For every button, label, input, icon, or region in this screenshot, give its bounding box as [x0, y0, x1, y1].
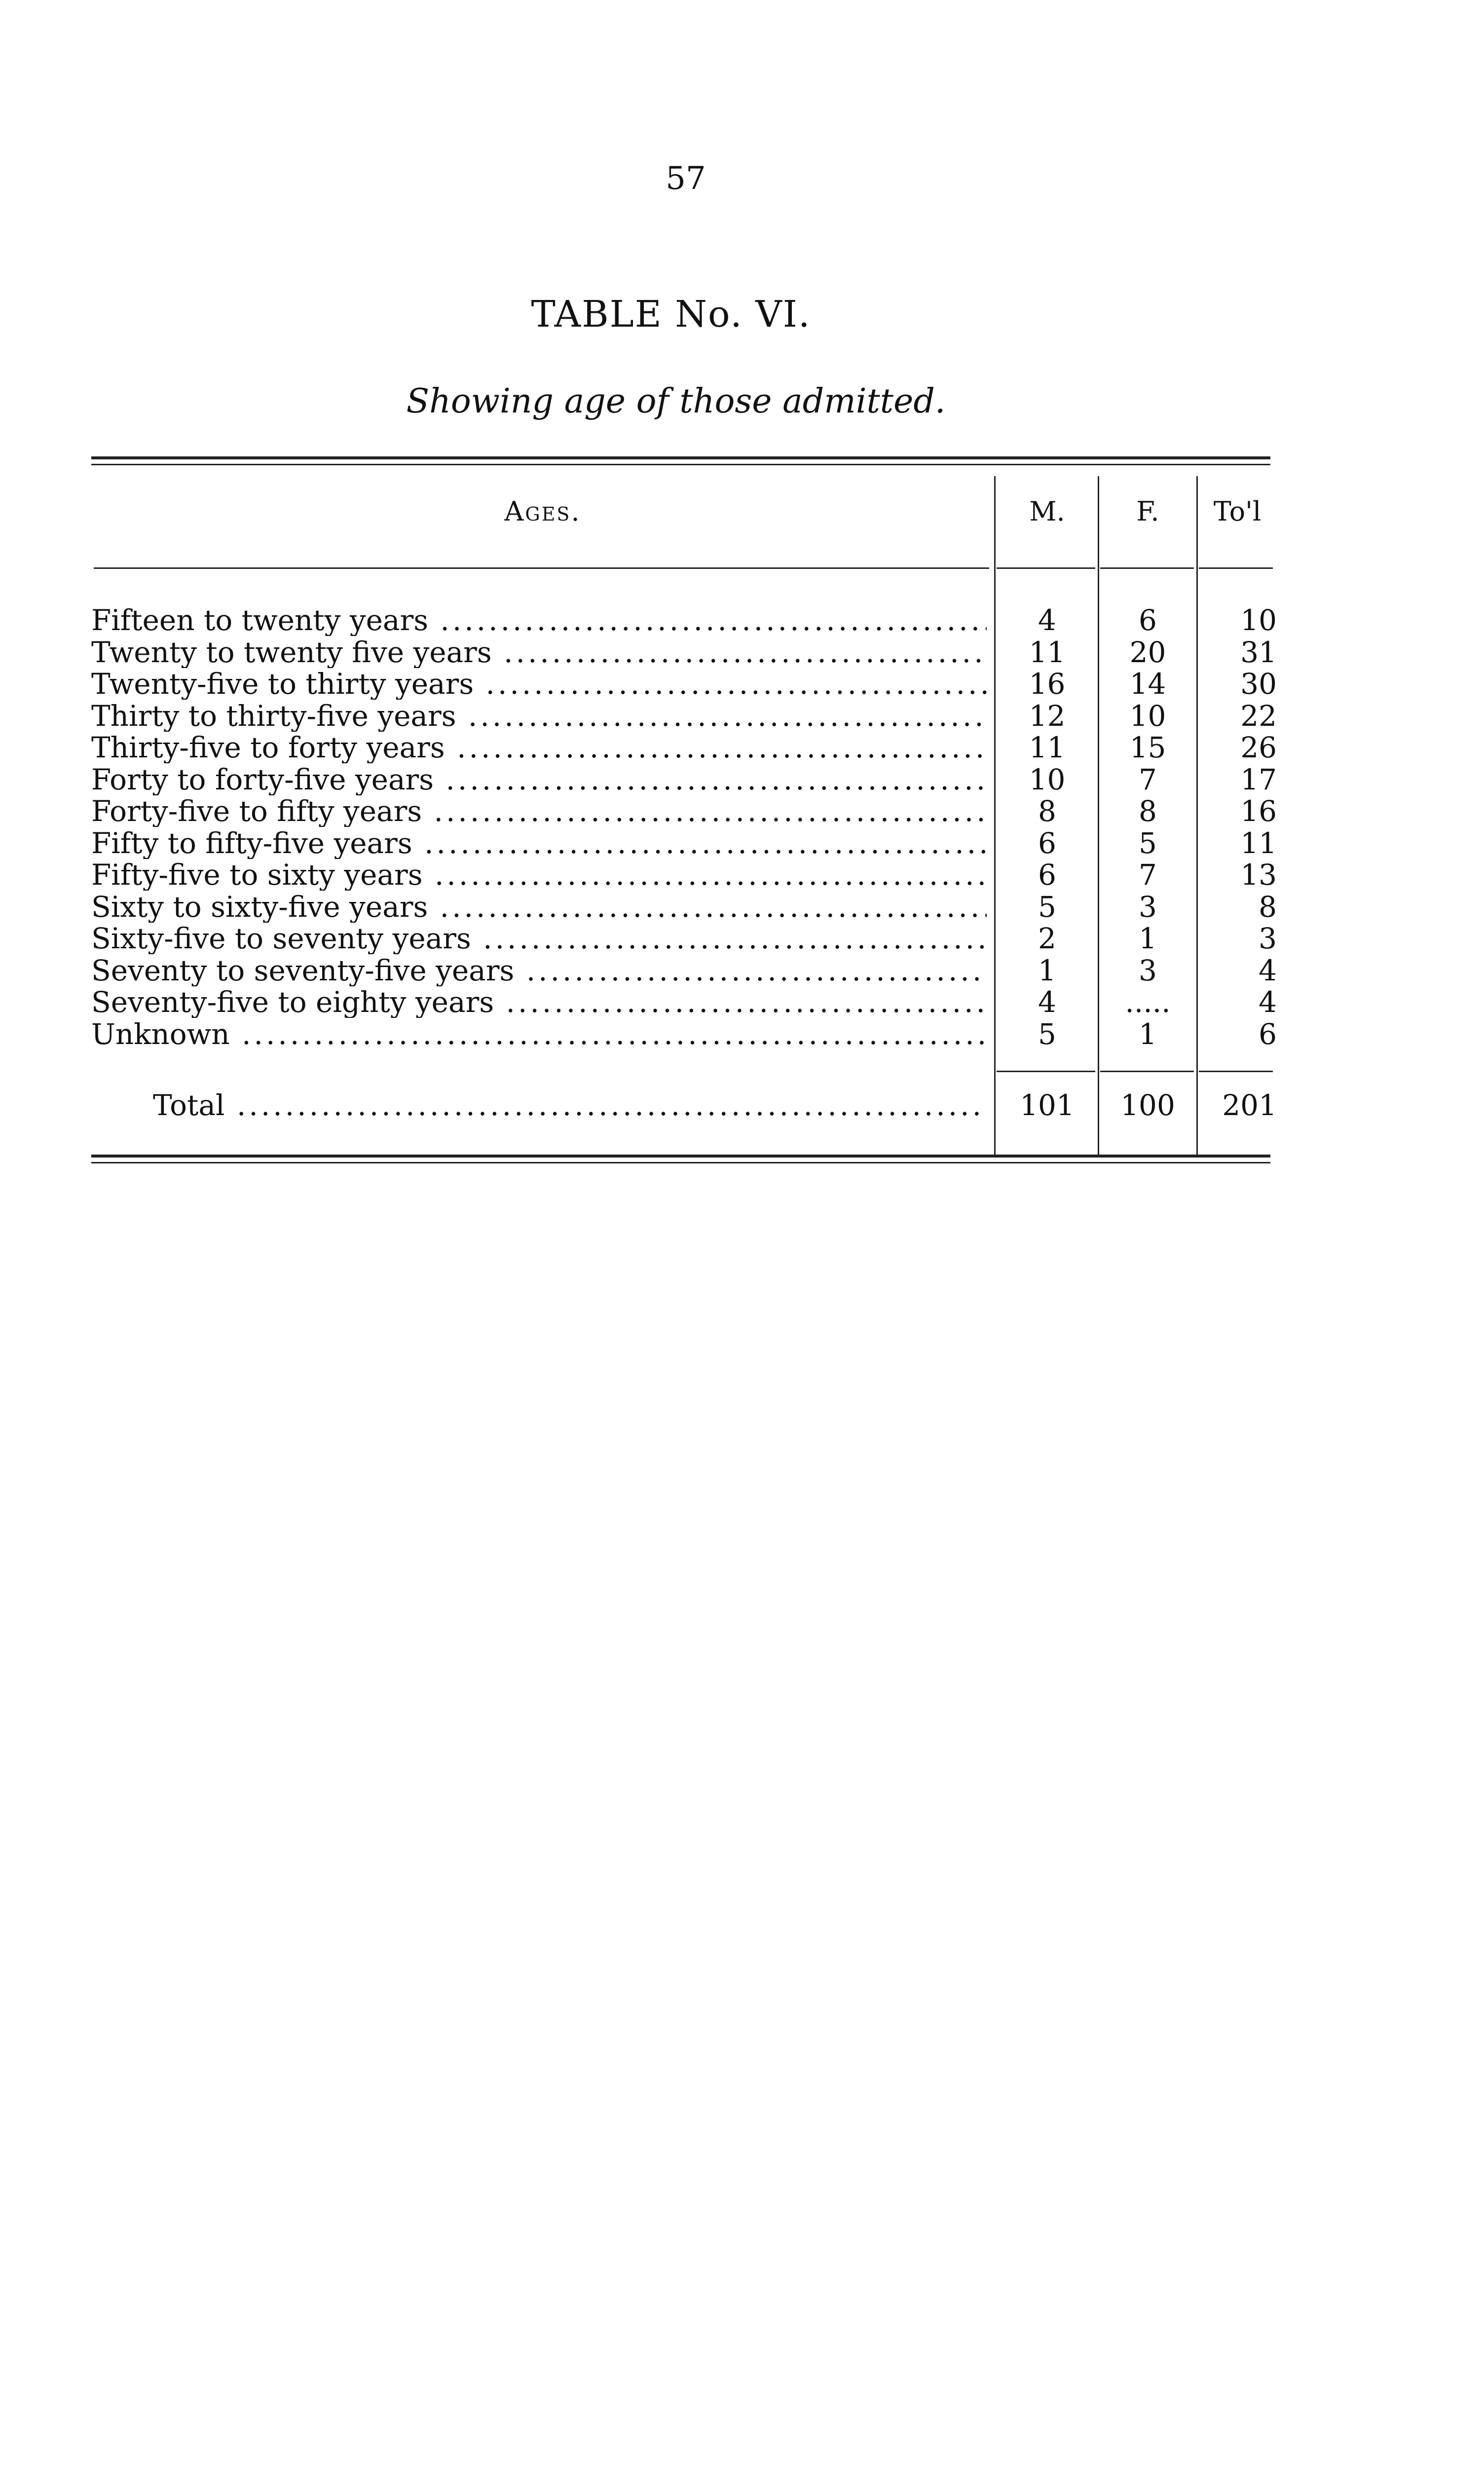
male-count: 4 [1038, 985, 1056, 1019]
age-group-label: Twenty to twenty five years ..... [91, 636, 987, 668]
male-count: 2 [1038, 922, 1056, 955]
female-count: ..... [1125, 985, 1171, 1019]
total-count: 6 [1259, 1017, 1277, 1051]
total-count: 4 [1259, 953, 1277, 987]
total-count: 3 [1259, 922, 1277, 955]
female-count: 8 [1139, 794, 1157, 828]
total-count: 22 [1240, 699, 1277, 733]
female-count: 20 [1129, 635, 1166, 669]
table-body [0, 604, 1484, 1050]
table-row [0, 795, 1484, 827]
age-group-label: Thirty to thirty-five years ..... [91, 700, 987, 732]
male-count: 6 [1038, 858, 1056, 892]
total-count: 31 [1240, 635, 1277, 669]
female-count: 14 [1129, 667, 1166, 701]
female-count: 15 [1129, 731, 1166, 764]
total-row [0, 1085, 1484, 1125]
age-group-label: Fifteen to twenty years ..... [91, 604, 987, 636]
male-count: 11 [1029, 731, 1066, 764]
top-double-rule-thick [91, 456, 1270, 459]
female-count: 5 [1139, 826, 1157, 860]
page-number: 57 [666, 160, 706, 197]
age-group-label: Twenty-five to thirty years ..... [91, 668, 987, 700]
table-title: TABLE No. VI. [531, 293, 811, 336]
age-group-label: Fifty-five to sixty years ..... [91, 859, 987, 891]
header-total: To'l [1213, 496, 1261, 527]
male-count: 5 [1038, 890, 1056, 924]
total-male: 101 [1020, 1088, 1075, 1122]
total-rule-f [1100, 1071, 1194, 1072]
age-group-label: Unknown ..... [91, 1018, 987, 1050]
header-ages: Ages. [504, 496, 581, 527]
total-count: 13 [1240, 858, 1277, 892]
female-count: 10 [1129, 699, 1166, 733]
table-row [0, 986, 1484, 1018]
total-count: 30 [1240, 667, 1277, 701]
total-female: 100 [1120, 1088, 1175, 1122]
table-row [0, 891, 1484, 923]
female-count: 7 [1139, 858, 1157, 892]
header-rule-ages [94, 567, 989, 569]
table-row [0, 636, 1484, 669]
table-row [0, 732, 1484, 764]
male-count: 5 [1038, 1017, 1056, 1051]
total-count: 11 [1240, 826, 1277, 860]
total-count: 8 [1259, 890, 1277, 924]
age-group-label: Forty-five to fifty years ..... [91, 795, 987, 827]
grand-total: 201 [1222, 1088, 1277, 1122]
male-count: 8 [1038, 794, 1056, 828]
table-row [0, 955, 1484, 987]
age-group-label: Seventy-five to eighty years ..... [91, 986, 987, 1018]
total-count: 10 [1240, 603, 1277, 637]
female-count: 3 [1139, 890, 1157, 924]
total-count: 17 [1240, 762, 1277, 796]
header-female: F. [1136, 496, 1159, 527]
male-count: 16 [1029, 667, 1066, 701]
header-rule-total [1199, 567, 1273, 569]
age-group-label: Sixty to sixty-five years ..... [91, 891, 987, 923]
total-count: 16 [1240, 794, 1277, 828]
table-row [0, 700, 1484, 732]
table-row [0, 859, 1484, 891]
male-count: 4 [1038, 603, 1056, 637]
header-rule-f [1100, 567, 1194, 569]
female-count: 7 [1139, 762, 1157, 796]
female-count: 1 [1139, 1017, 1157, 1051]
table-row [0, 668, 1484, 700]
female-count: 3 [1139, 953, 1157, 987]
total-count: 4 [1259, 985, 1277, 1019]
table-row [0, 604, 1484, 636]
bottom-double-rule-thin [91, 1162, 1270, 1163]
age-group-label: Sixty-five to seventy years ..... [91, 923, 987, 954]
table-row [0, 1018, 1484, 1050]
male-count: 12 [1029, 699, 1066, 733]
male-count: 11 [1029, 635, 1066, 669]
male-count: 1 [1038, 953, 1056, 987]
male-count: 10 [1029, 762, 1066, 796]
total-count: 26 [1240, 731, 1277, 764]
total-rule-m [997, 1071, 1095, 1072]
age-group-label: Fifty to fifty-five years ..... [91, 827, 987, 859]
header-male: M. [1029, 496, 1065, 527]
total-label: Total ..... [153, 1085, 987, 1125]
bottom-double-rule-thick [91, 1155, 1270, 1158]
table-row [0, 827, 1484, 860]
age-group-label: Forty to forty-five years ..... [91, 764, 987, 795]
table-subtitle: Showing age of those admitted. [406, 382, 946, 421]
age-group-label: Thirty-five to forty years ..... [91, 732, 987, 763]
header-rule-m [997, 567, 1095, 569]
table-row [0, 923, 1484, 955]
female-count: 6 [1139, 603, 1157, 637]
male-count: 6 [1038, 826, 1056, 860]
female-count: 1 [1139, 922, 1157, 955]
top-double-rule-thin [91, 464, 1270, 465]
age-group-label: Seventy to seventy-five years ..... [91, 955, 987, 986]
table-row [0, 764, 1484, 796]
total-rule-total [1199, 1071, 1273, 1072]
